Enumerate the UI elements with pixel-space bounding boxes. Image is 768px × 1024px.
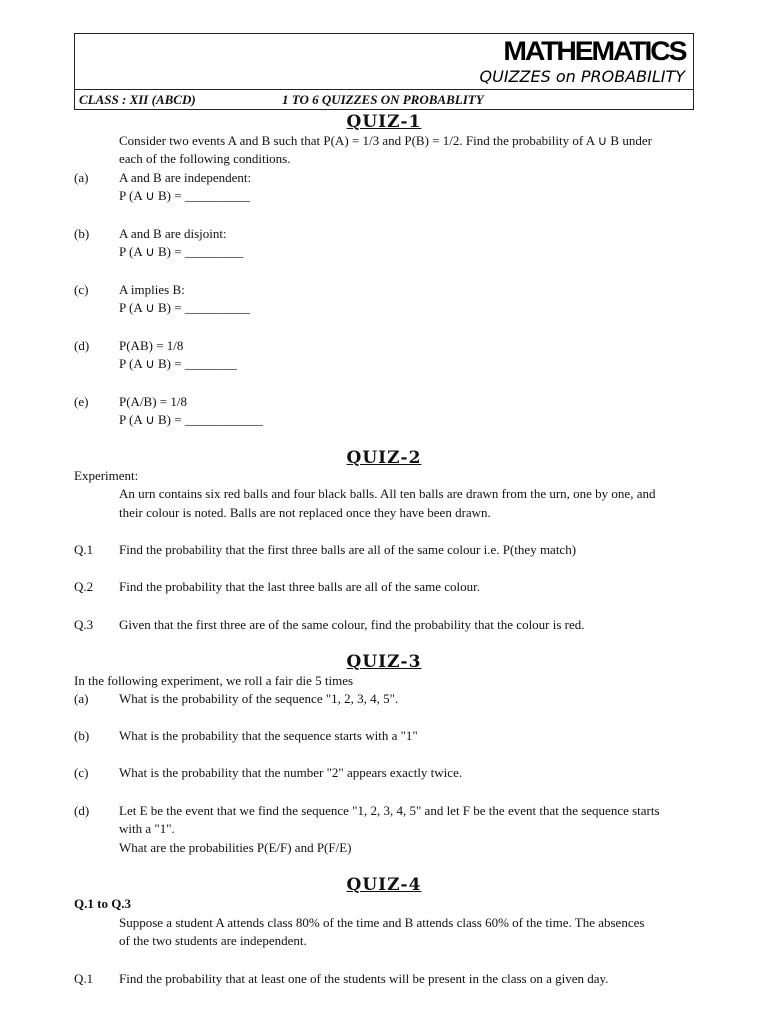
quiz1-item-condition: P(AB) = 1/8 xyxy=(119,338,184,353)
quiz1-item-condition: P(A/B) = 1/8 xyxy=(119,394,188,409)
quiz2-experiment-line2: their colour is noted. Balls are not replaced once they have been drawn. xyxy=(119,505,491,520)
quiz1-item-answer: P (A ∪ B) = ____________ xyxy=(119,412,263,427)
quiz1-intro-line2: each of the following conditions. xyxy=(119,151,291,166)
quiz3-item-text: What is the probability that the number "2" appears exactly twice. xyxy=(119,765,463,780)
quiz3-item-text: What is the probability of the sequence "1, 2, 3, 4, 5". xyxy=(119,691,399,706)
quiz3-item-label: (d) xyxy=(74,803,90,818)
quiz1-item-condition: A implies B: xyxy=(119,282,185,297)
quiz1-item-label: (d) xyxy=(74,338,90,353)
quiz2-experiment-label: Experiment: xyxy=(74,468,139,483)
quiz1-item-answer: P (A ∪ B) = _________ xyxy=(119,244,244,259)
quiz1-item-label: (b) xyxy=(74,226,90,241)
quiz4-range-label: Q.1 to Q.3 xyxy=(74,896,132,911)
quiz4-intro-line2: of the two students are independent. xyxy=(119,933,307,948)
quiz2-experiment-line1: An urn contains six red balls and four black balls. All ten balls are drawn from the urn, one by one, and xyxy=(119,486,656,501)
quiz1-item-answer: P (A ∪ B) = __________ xyxy=(119,300,250,315)
class-label: CLASS : XII (ABCD) xyxy=(79,92,196,107)
topic-label: 1 TO 6 QUIZZES ON PROBABLITY xyxy=(282,92,484,107)
document-subtitle: QUIZZES on PROBABILITY xyxy=(479,67,685,86)
header-box xyxy=(74,33,694,110)
quiz3-item-d-line3: What are the probabilities P(E/F) and P(F/E) xyxy=(119,840,352,855)
quiz4-question-text: Find the probability that at least one of the students will be present in the class on a given day. xyxy=(119,971,609,986)
quiz2-title: QUIZ-2 xyxy=(346,448,422,468)
quiz2-question-label: Q.3 xyxy=(74,617,94,632)
quiz3-item-label: (b) xyxy=(74,728,90,743)
quiz2-question-label: Q.2 xyxy=(74,579,94,594)
quiz2-question-label: Q.1 xyxy=(74,542,94,557)
quiz3-item-label: (c) xyxy=(74,765,89,780)
quiz1-item-answer: P (A ∪ B) = __________ xyxy=(119,188,250,203)
quiz1-item-label: (c) xyxy=(74,282,89,297)
quiz1-item-condition: A and B are independent: xyxy=(119,170,252,185)
quiz1-intro-line1: Consider two events A and B such that P(A) = 1/3 and P(B) = 1/2. Find the probability of A ∪ B under xyxy=(119,133,652,148)
quiz1-item-label: (a) xyxy=(74,170,89,185)
quiz1-title: QUIZ-1 xyxy=(346,112,422,132)
quiz3-item-text: Let E be the event that we find the sequence "1, 2, 3, 4, 5" and let F be the event that the sequence starts xyxy=(119,803,660,818)
header-divider xyxy=(75,89,693,90)
quiz3-item-label: (a) xyxy=(74,691,89,706)
quiz1-item-answer: P (A ∪ B) = ________ xyxy=(119,356,237,371)
quiz3-item-d-line2: with a "1". xyxy=(119,821,175,836)
quiz3-intro: In the following experiment, we roll a fair die 5 times xyxy=(74,673,354,688)
quiz1-item-label: (e) xyxy=(74,394,89,409)
quiz4-intro-line1: Suppose a student A attends class 80% of the time and B attends class 60% of the time. The absences xyxy=(119,915,645,930)
quiz2-question-text: Find the probability that the last three balls are all of the same colour. xyxy=(119,579,481,594)
quiz1-item-condition: A and B are disjoint: xyxy=(119,226,227,241)
quiz4-question-label: Q.1 xyxy=(74,971,94,986)
quiz2-question-text: Given that the first three are of the same colour, find the probability that the colour is red. xyxy=(119,617,585,632)
quiz4-title: QUIZ-4 xyxy=(346,875,422,895)
quiz3-title: QUIZ-3 xyxy=(346,652,422,672)
brand-title: MATHEMATICS xyxy=(502,36,685,66)
quiz2-question-text: Find the probability that the first three balls are all of the same colour i.e. P(they match) xyxy=(119,542,577,557)
quiz3-item-text: What is the probability that the sequence starts with a "1" xyxy=(119,728,418,743)
